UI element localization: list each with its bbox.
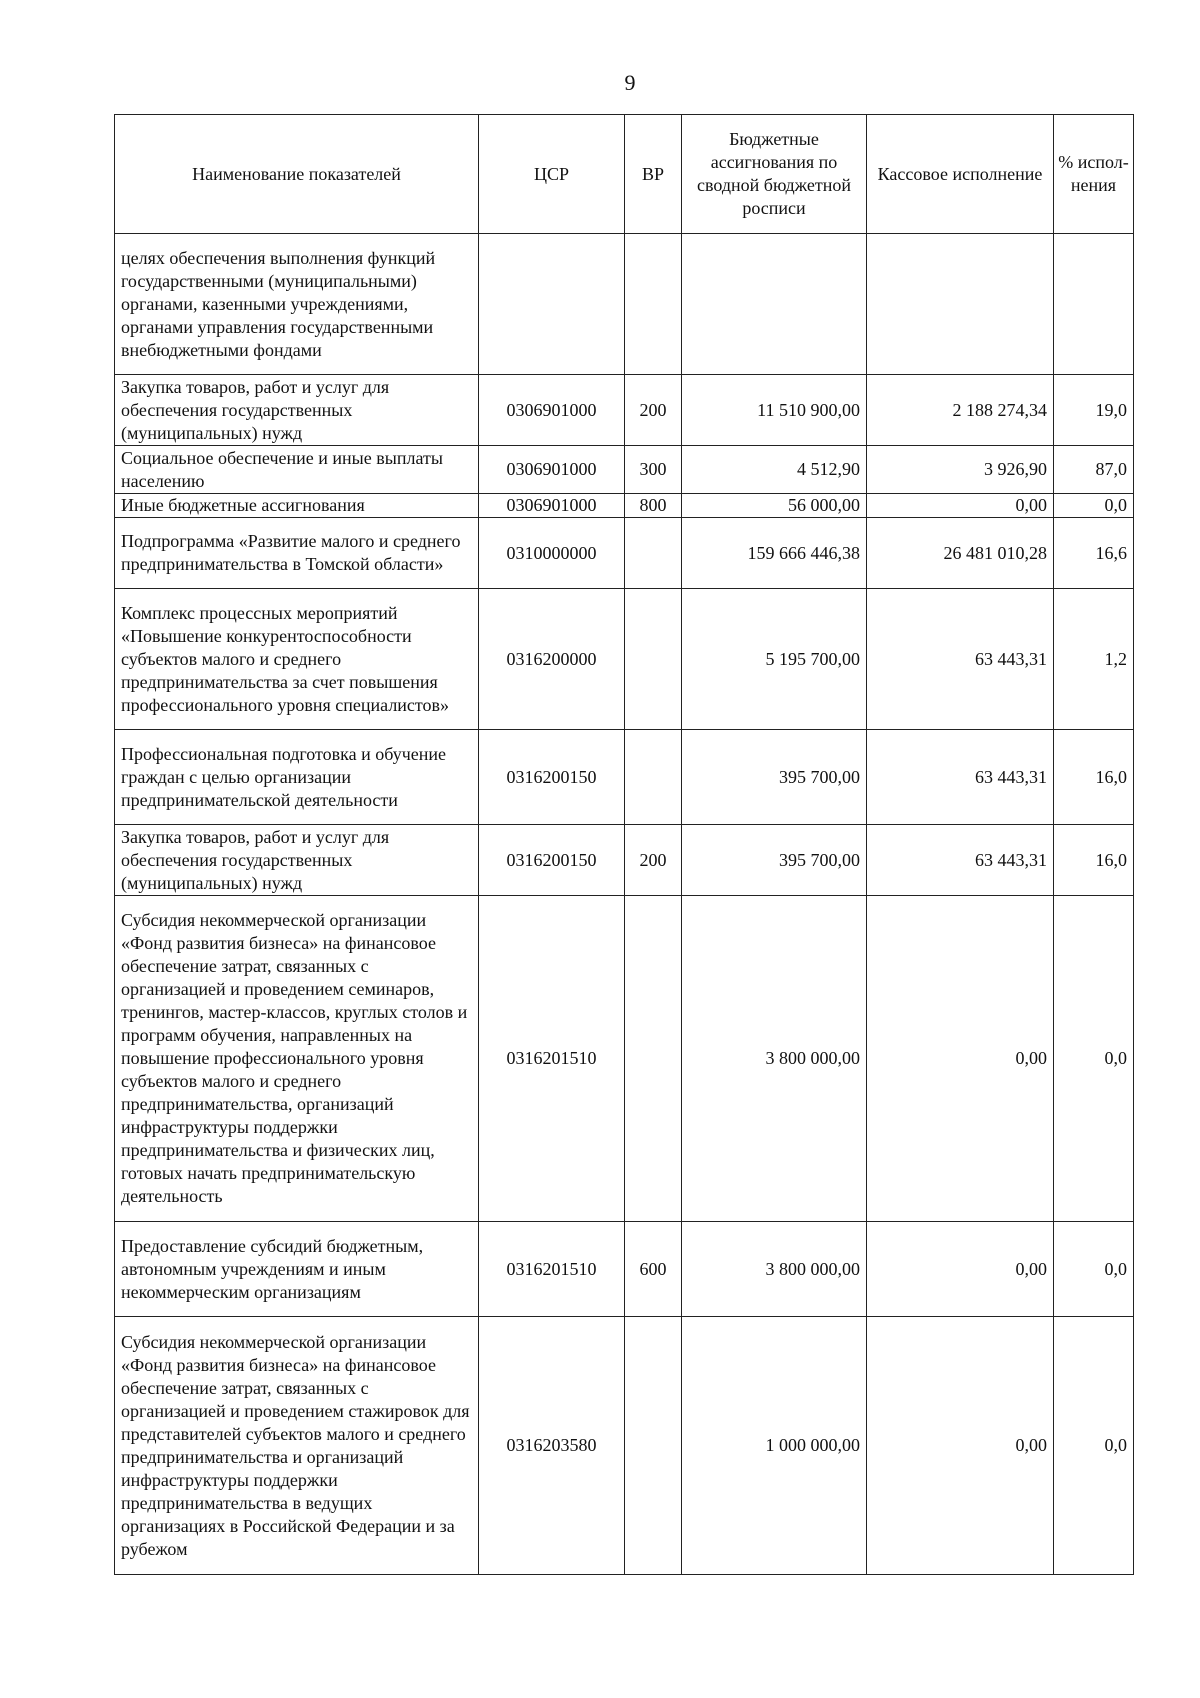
row-execution: 0,00 <box>867 1222 1054 1317</box>
row-name: Подпрограмма «Развитие малого и среднего предпринимательства в Томской области» <box>115 518 479 589</box>
row-percent <box>1054 234 1134 375</box>
row-vr <box>625 589 682 730</box>
row-csr: 0316200150 <box>479 825 625 896</box>
row-csr: 0310000000 <box>479 518 625 589</box>
row-name: Закупка товаров, работ и услуг для обеспечения государственных (муниципальных) нужд <box>115 825 479 896</box>
row-vr: 300 <box>625 446 682 494</box>
row-csr: 0306901000 <box>479 375 625 446</box>
row-vr: 800 <box>625 494 682 518</box>
row-execution: 2 188 274,34 <box>867 375 1054 446</box>
page-number: 9 <box>624 70 636 95</box>
row-name: Профессиональная подготовка и обучение граждан с целью организации предпринимательской деятельности <box>115 730 479 825</box>
row-percent: 16,6 <box>1054 518 1134 589</box>
row-name: Закупка товаров, работ и услуг для обеспечения государственных (муниципальных) нужд <box>115 375 479 446</box>
row-allocation: 11 510 900,00 <box>682 375 867 446</box>
header-allocation: Бюджетные ассигнования по сводной бюджетной росписи <box>682 115 867 234</box>
row-percent: 19,0 <box>1054 375 1134 446</box>
row-csr: 0316203580 <box>479 1317 625 1575</box>
row-execution <box>867 234 1054 375</box>
row-csr: 0316200150 <box>479 730 625 825</box>
row-percent: 0,0 <box>1054 896 1134 1222</box>
row-allocation: 159 666 446,38 <box>682 518 867 589</box>
row-allocation: 1 000 000,00 <box>682 1317 867 1575</box>
row-allocation: 4 512,90 <box>682 446 867 494</box>
table-row <box>115 825 1134 896</box>
row-vr <box>625 1317 682 1575</box>
header-vr: ВР <box>625 115 682 234</box>
row-allocation: 395 700,00 <box>682 825 867 896</box>
row-allocation: 395 700,00 <box>682 730 867 825</box>
table-row <box>115 1317 1134 1575</box>
budget-execution-table <box>114 114 1134 1575</box>
row-percent: 1,2 <box>1054 589 1134 730</box>
row-vr <box>625 234 682 375</box>
row-name: Комплекс процессных мероприятий «Повышение конкурентоспособности субъектов малого и среднего предпринимательства за счет повышения профессионального уровня специалистов» <box>115 589 479 730</box>
table-row <box>115 518 1134 589</box>
row-percent: 0,0 <box>1054 494 1134 518</box>
row-percent: 87,0 <box>1054 446 1134 494</box>
row-vr: 200 <box>625 375 682 446</box>
row-allocation <box>682 234 867 375</box>
header-csr: ЦСР <box>479 115 625 234</box>
table-row <box>115 1222 1134 1317</box>
row-execution: 63 443,31 <box>867 730 1054 825</box>
row-vr: 200 <box>625 825 682 896</box>
table-row <box>115 494 1134 518</box>
row-csr: 0316200000 <box>479 589 625 730</box>
row-csr: 0306901000 <box>479 494 625 518</box>
row-execution: 26 481 010,28 <box>867 518 1054 589</box>
table-row <box>115 375 1134 446</box>
header-percent: % испол-нения <box>1054 115 1134 234</box>
row-csr: 0306901000 <box>479 446 625 494</box>
header-name: Наименование показателей <box>115 115 479 234</box>
row-vr <box>625 730 682 825</box>
row-execution: 0,00 <box>867 896 1054 1222</box>
table-row <box>115 234 1134 375</box>
row-name: Субсидия некоммерческой организации «Фонд развития бизнеса» на финансовое обеспечение затрат, связанных с организацией и проведением стажировок для представителей субъектов малого и среднего предпринимательства и организаций инфраструктуры поддержки предпринимательства в ведущих организациях в Российской Федерации и за рубежом <box>115 1317 479 1575</box>
row-name: Субсидия некоммерческой организации «Фонд развития бизнеса» на финансовое обеспечение затрат, связанных с организацией и проведением семинаров, тренингов, мастер-классов, круглых столов и программ обучения, направленных на повышение профессионального уровня субъектов малого и среднего предпринимательства, организаций инфраструктуры поддержки предпринимательства и физических лиц, готовых начать предпринимательскую деятельность <box>115 896 479 1222</box>
table-row <box>115 589 1134 730</box>
row-csr: 0316201510 <box>479 1222 625 1317</box>
row-percent: 0,0 <box>1054 1222 1134 1317</box>
row-execution: 0,00 <box>867 1317 1054 1575</box>
row-execution: 0,00 <box>867 494 1054 518</box>
table-row <box>115 446 1134 494</box>
row-name: Иные бюджетные ассигнования <box>115 494 479 518</box>
row-name: Предоставление субсидий бюджетным, автономным учреждениям и иным некоммерческим организациям <box>115 1222 479 1317</box>
row-vr <box>625 518 682 589</box>
row-execution: 63 443,31 <box>867 589 1054 730</box>
row-csr: 0316201510 <box>479 896 625 1222</box>
row-csr <box>479 234 625 375</box>
row-allocation: 3 800 000,00 <box>682 1222 867 1317</box>
row-allocation: 56 000,00 <box>682 494 867 518</box>
row-name: целях обеспечения выполнения функций государственными (муниципальными) органами, казенными учреждениями, органами управления государственными внебюджетными фондами <box>115 234 479 375</box>
row-allocation: 5 195 700,00 <box>682 589 867 730</box>
row-allocation: 3 800 000,00 <box>682 896 867 1222</box>
table-header-row <box>115 115 1134 234</box>
row-name: Социальное обеспечение и иные выплаты населению <box>115 446 479 494</box>
table-row <box>115 730 1134 825</box>
row-vr <box>625 896 682 1222</box>
row-percent: 0,0 <box>1054 1317 1134 1575</box>
row-percent: 16,0 <box>1054 730 1134 825</box>
row-execution: 3 926,90 <box>867 446 1054 494</box>
table-row <box>115 896 1134 1222</box>
row-execution: 63 443,31 <box>867 825 1054 896</box>
header-execution: Кассовое исполнение <box>867 115 1054 234</box>
row-vr: 600 <box>625 1222 682 1317</box>
row-percent: 16,0 <box>1054 825 1134 896</box>
